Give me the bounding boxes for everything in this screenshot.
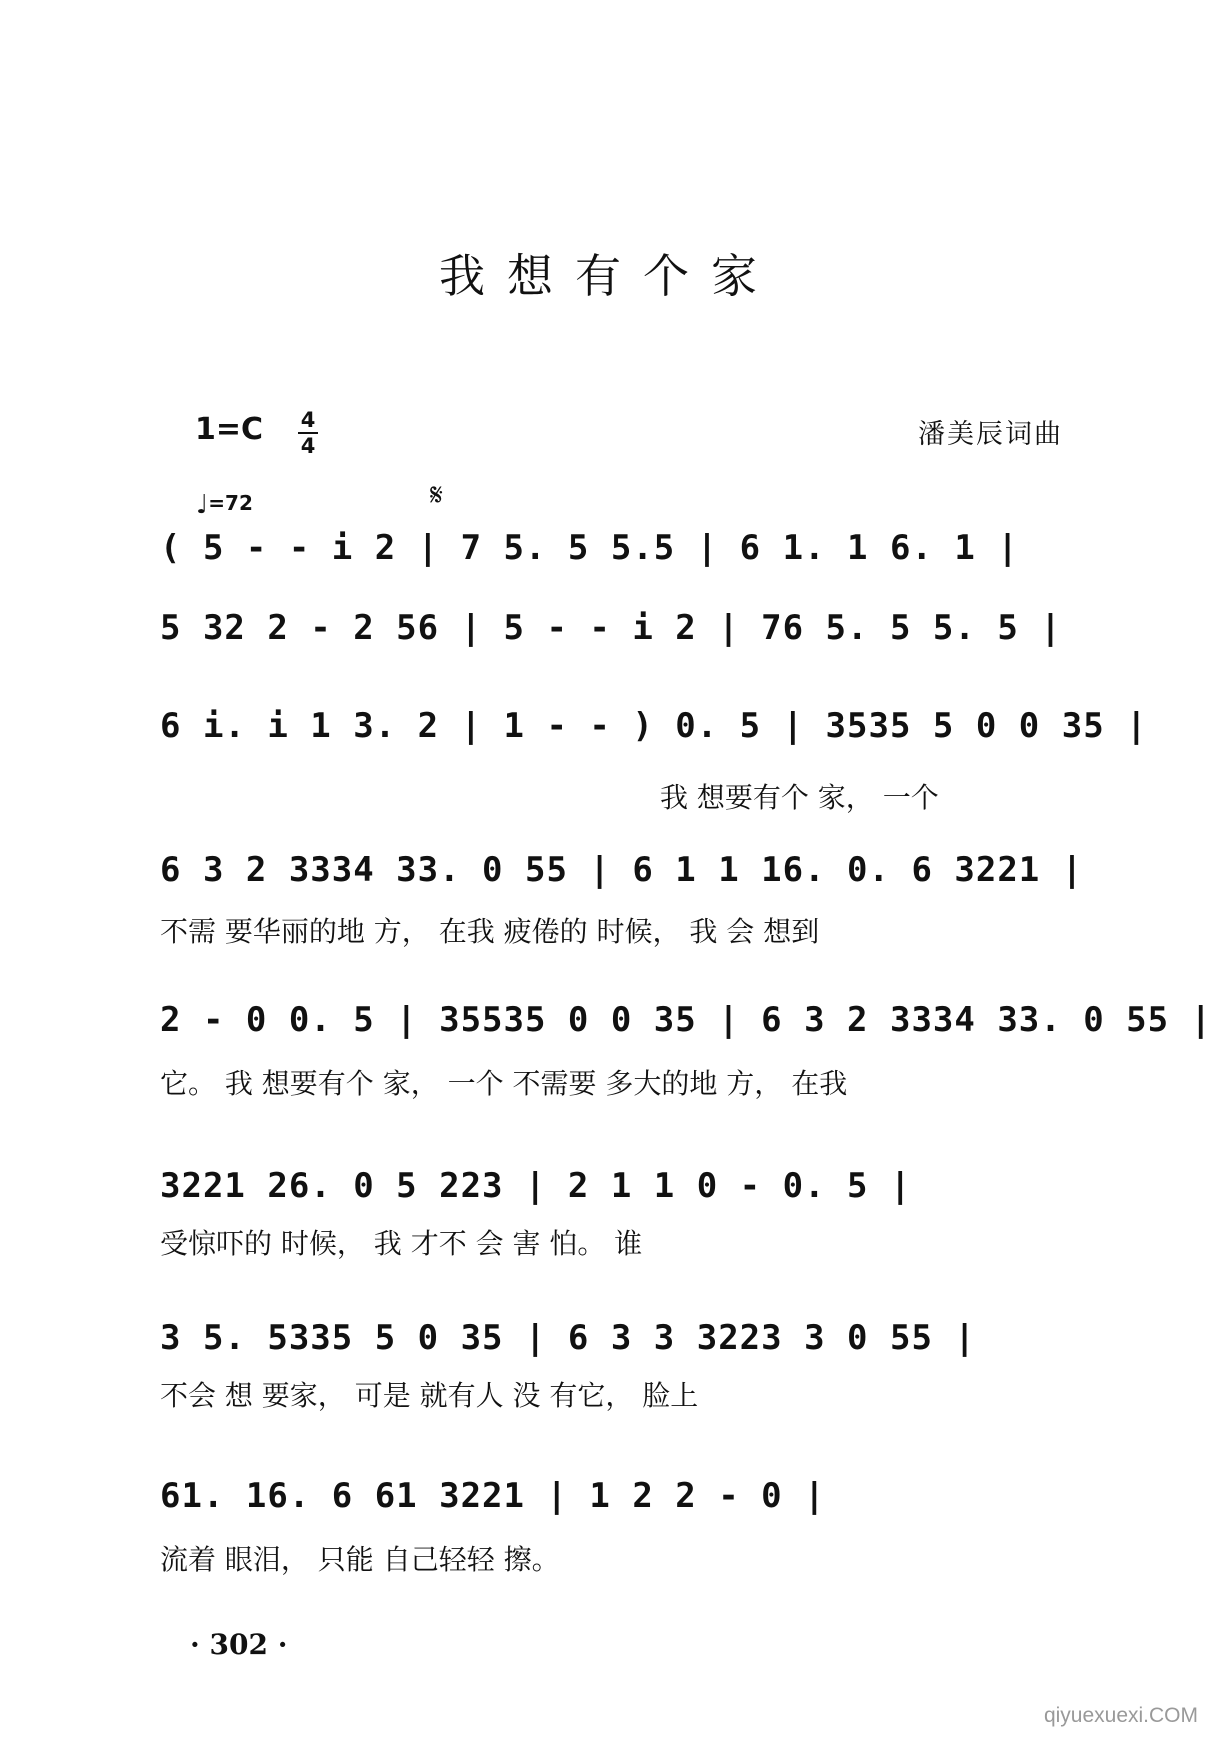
lyrics-line-6: 受惊吓的 时候， 我 才不 会 害 怕。 谁 [160, 1227, 643, 1260]
notation-line-3: 6 i. i 1 3. 2 | 1 - - ) 0. 5 | 3535 5 0 0 35 | [160, 706, 1148, 746]
lyrics-line-4: 不需 要华丽的地 方， 在我 疲倦的 时候， 我 会 想到 [160, 915, 820, 948]
lyrics-line-3: 我 想要有个 家， 一个 [660, 781, 939, 814]
composer-credit: 潘美辰词曲 [918, 419, 1063, 450]
meter-top: 4 [300, 408, 316, 432]
lyrics-line-5: 它。 我 想要有个 家， 一个 不需要 多大的地 方， 在我 [160, 1067, 848, 1100]
lyrics-line-8: 流着 眼泪， 只能 自己轻轻 擦。 [160, 1543, 560, 1576]
time-signature [296, 408, 320, 458]
lyrics-line-7: 不会 想 要家， 可是 就有人 没 有它， 脸上 [160, 1379, 699, 1412]
notation-line-5: 2 - 0 0. 5 | 35535 0 0 35 | 6 3 2 3334 33. 0 55 | [160, 1000, 1213, 1040]
quarter-note-icon: ♩ [196, 490, 209, 520]
tempo-value: =72 [208, 491, 253, 515]
page-number: · 302 · [190, 1628, 288, 1661]
key-signature: 1=C [195, 412, 264, 447]
song-title: 我想有个家 [439, 249, 779, 303]
notation-line-7: 3 5. 5335 5 0 35 | 6 3 3 3223 3 0 55 | [160, 1318, 976, 1358]
meter-bottom: 4 [300, 434, 316, 458]
notation-line-2: 5 32 2 - 2 56 | 5 - - i 2 | 76 5. 5 5. 5 | [160, 608, 1062, 648]
tempo-marking [196, 490, 253, 520]
segno-icon: 𝄋 [430, 478, 443, 513]
watermark: qiyuexuexi.COM [1043, 1704, 1198, 1727]
notation-line-1: ( 5 - - i 2 | 7 5. 5 5.5 | 6 1. 1 6. 1 | [160, 528, 1019, 568]
notation-line-8: 61. 16. 6 61 3221 | 1 2 2 - 0 | [160, 1476, 826, 1516]
notation-line-4: 6 3 2 3334 33. 0 55 | 6 1 1 16. 0. 6 3221 | [160, 850, 1084, 890]
notation-line-6: 3221 26. 0 5 223 | 2 1 1 0 - 0. 5 | [160, 1166, 912, 1206]
